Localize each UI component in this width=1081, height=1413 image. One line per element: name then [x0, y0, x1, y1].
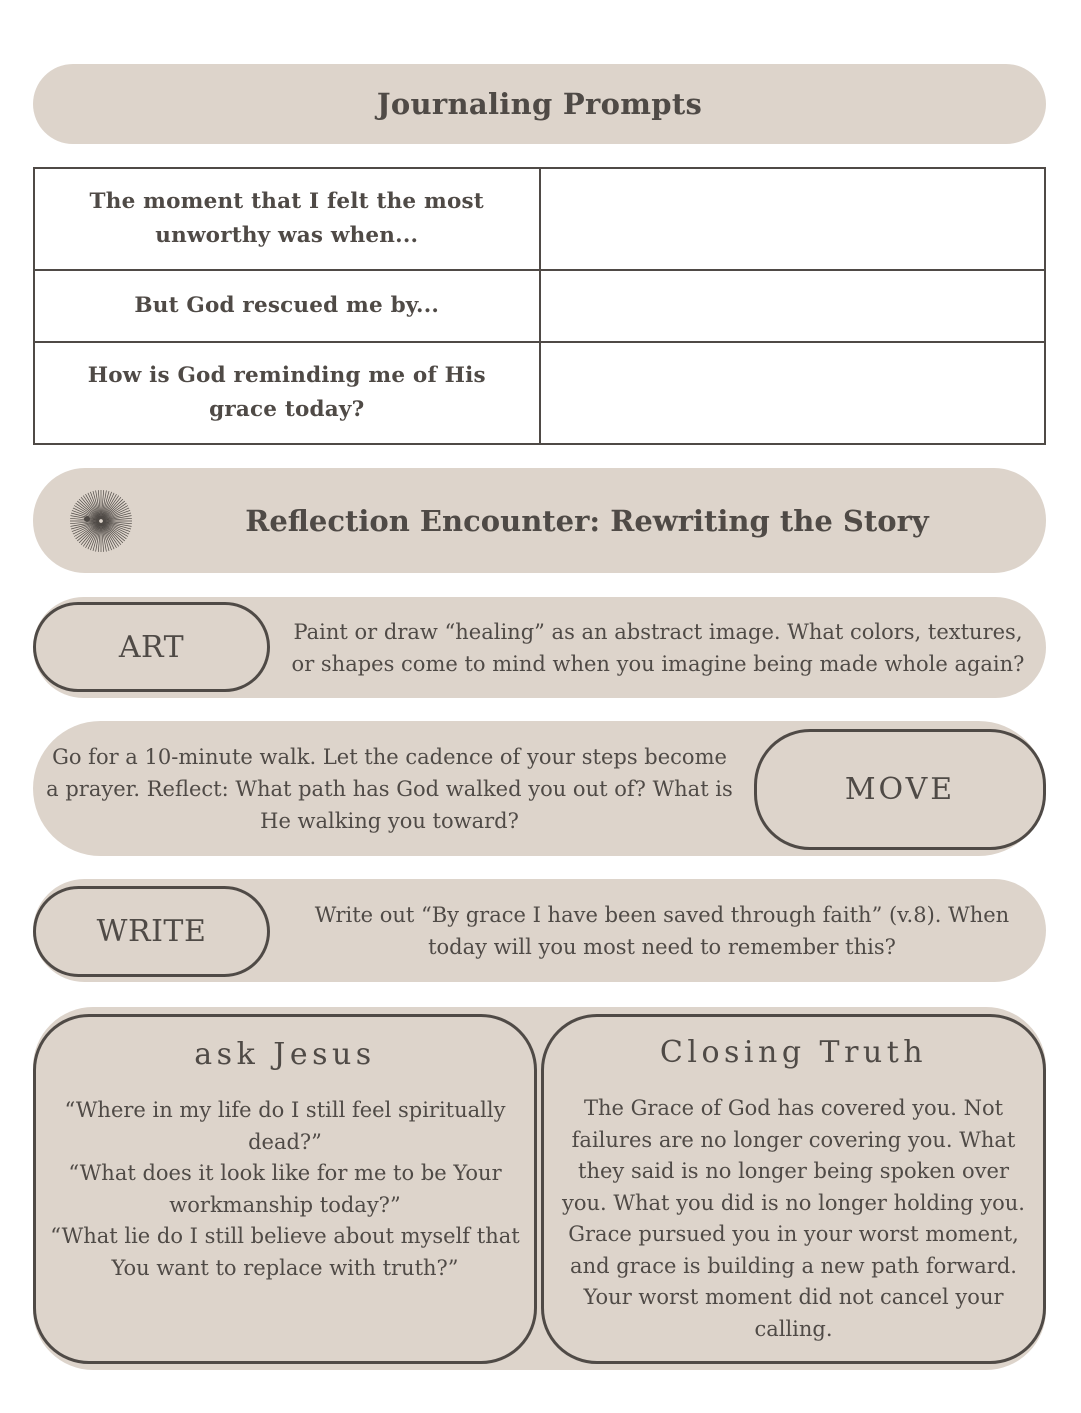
- table-row: [34, 168, 1045, 270]
- ask-jesus-card: [33, 1014, 537, 1364]
- table-row: [34, 342, 1045, 444]
- question-line: “Where in my life do I still feel spiritually dead?”: [64, 1098, 506, 1154]
- art-description: Paint or draw “healing” as an abstract image. What colors, textures, or shapes come to mind when you imagine being made whole again?: [291, 619, 1025, 676]
- write-description: Write out “By grace I have been saved through faith” (v.8). When today will you most need to remember this?: [314, 902, 1010, 959]
- question-line: “What lie do I still believe about myself that You want to replace with truth?”: [50, 1224, 520, 1280]
- journaling-prompts-header: [33, 64, 1046, 144]
- prompt-cell: How is God reminding me of His grace today?: [34, 342, 540, 444]
- answer-cell[interactable]: [540, 270, 1046, 342]
- write-label: WRITE: [96, 914, 207, 949]
- page-title: Journaling Prompts: [376, 87, 703, 121]
- question-line: “What does it look like for me to be Your workmanship today?”: [68, 1161, 502, 1217]
- answer-cell[interactable]: [540, 342, 1046, 444]
- move-description: Go for a 10-minute walk. Let the cadence of your steps become a prayer. Reflect: What path has God walked you out of? What is He walking you toward?: [46, 744, 733, 833]
- reflection-title: Reflection Encounter: Rewriting the Story: [245, 503, 929, 538]
- ask-jesus-heading: ask Jesus: [194, 1037, 376, 1072]
- closing-truth-heading: Closing Truth: [659, 1035, 928, 1070]
- closing-truth-card: [541, 1014, 1046, 1364]
- ask-jesus-questions: [46, 1095, 524, 1284]
- art-tag: [33, 602, 270, 692]
- table-row: [34, 270, 1045, 342]
- prompt-cell: The moment that I felt the most unworthy was when...: [34, 168, 540, 270]
- reflection-header: [33, 468, 1046, 573]
- prompt-cell: But God rescued me by...: [34, 270, 540, 342]
- closing-truth-text: The Grace of God has covered you. Not failures are no longer covering you. What they said is no longer being spoken over you. What you did is no longer holding you. Grace pursued you in your worst moment, and grace is building a new path forward. Your worst moment did not cancel your calling.: [562, 1096, 1025, 1341]
- art-label: ART: [118, 629, 185, 665]
- prompts-table: [33, 167, 1046, 445]
- move-tag: [754, 729, 1046, 850]
- answer-cell[interactable]: [540, 168, 1046, 270]
- move-label: MOVE: [844, 772, 956, 807]
- sunburst-icon: [68, 488, 134, 554]
- write-tag: [33, 886, 270, 977]
